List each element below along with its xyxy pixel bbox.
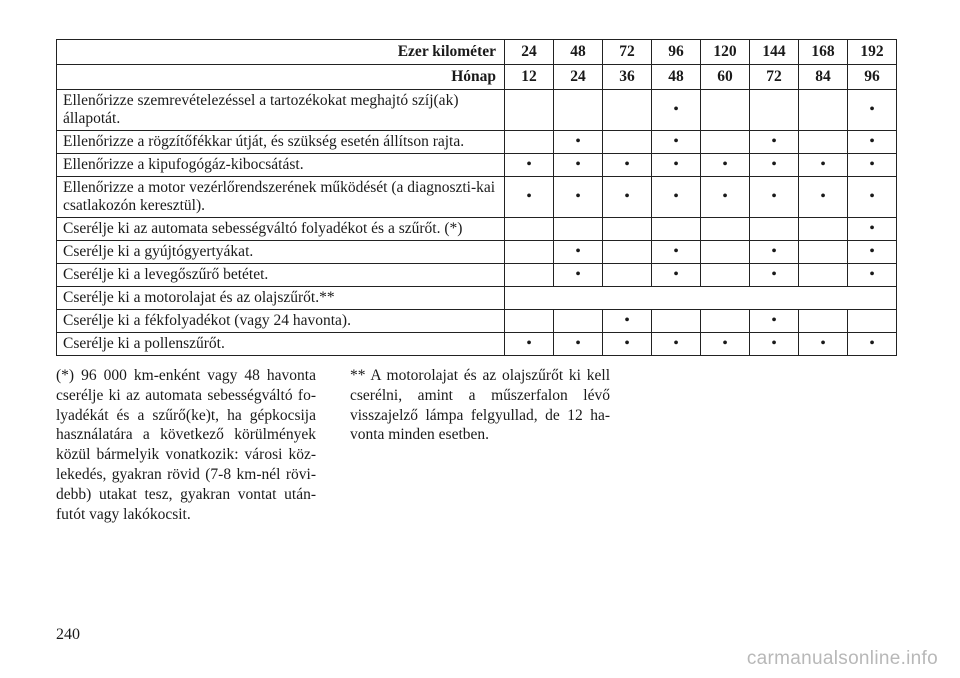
service-bullet: •	[603, 310, 652, 333]
service-bullet: •	[701, 177, 750, 218]
km-col-header: 144	[750, 40, 799, 65]
table-row	[57, 310, 897, 333]
km-col-header: 72	[603, 40, 652, 65]
service-bullet: •	[554, 131, 603, 154]
empty-interval-cell	[750, 218, 799, 241]
merged-interval-cell	[505, 287, 897, 310]
watermark: carmanualsonline.info	[746, 648, 938, 669]
service-description: Ellenőrizze a motor vezérlőrendszerének működését (a diagnoszti-kai csatlakozón keresztül).	[57, 177, 505, 218]
service-bullet: •	[554, 241, 603, 264]
empty-interval-cell	[505, 241, 554, 264]
empty-interval-cell	[701, 131, 750, 154]
service-bullet: •	[652, 264, 701, 287]
month-col-header: 36	[603, 65, 652, 90]
empty-interval-cell	[799, 241, 848, 264]
empty-interval-cell	[652, 310, 701, 333]
service-bullet: •	[652, 333, 701, 356]
table-row	[57, 241, 897, 264]
month-header-row	[57, 65, 897, 90]
empty-interval-cell	[701, 90, 750, 131]
km-col-header: 96	[652, 40, 701, 65]
service-bullet: •	[799, 177, 848, 218]
service-bullet: •	[603, 177, 652, 218]
service-bullet: •	[554, 264, 603, 287]
km-col-header: 24	[505, 40, 554, 65]
service-bullet: •	[652, 154, 701, 177]
service-bullet: •	[848, 333, 897, 356]
service-bullet: •	[750, 333, 799, 356]
service-bullet: •	[848, 218, 897, 241]
empty-interval-cell	[603, 131, 652, 154]
empty-interval-cell	[652, 218, 701, 241]
service-description: Cserélje ki a levegőszűrő betétet.	[57, 264, 505, 287]
empty-interval-cell	[848, 310, 897, 333]
empty-interval-cell	[799, 90, 848, 131]
service-bullet: •	[750, 177, 799, 218]
empty-interval-cell	[505, 310, 554, 333]
empty-interval-cell	[554, 310, 603, 333]
month-col-header: 84	[799, 65, 848, 90]
month-col-header: 12	[505, 65, 554, 90]
empty-interval-cell	[799, 131, 848, 154]
km-col-header: 48	[554, 40, 603, 65]
empty-interval-cell	[799, 218, 848, 241]
month-header-label: Hónap	[57, 65, 505, 90]
service-bullet: •	[701, 333, 750, 356]
service-bullet: •	[652, 177, 701, 218]
page-number: 240	[56, 626, 80, 643]
service-bullet: •	[799, 333, 848, 356]
service-bullet: •	[750, 310, 799, 333]
km-col-header: 192	[848, 40, 897, 65]
service-bullet: •	[848, 131, 897, 154]
km-header-label: Ezer kilométer	[57, 40, 505, 65]
service-bullet: •	[505, 154, 554, 177]
service-bullet: •	[750, 264, 799, 287]
service-description: Cserélje ki az automata sebességváltó folyadékot és a szűrőt. (*)	[57, 218, 505, 241]
service-description: Cserélje ki a motorolajat és az olajszűrőt.**	[57, 287, 505, 310]
maintenance-schedule-table	[56, 39, 897, 356]
service-bullet: •	[603, 333, 652, 356]
service-bullet: •	[848, 154, 897, 177]
table-row	[57, 131, 897, 154]
empty-interval-cell	[701, 218, 750, 241]
table-row	[57, 333, 897, 356]
empty-interval-cell	[603, 90, 652, 131]
empty-interval-cell	[505, 264, 554, 287]
table-row	[57, 264, 897, 287]
service-bullet: •	[750, 154, 799, 177]
km-col-header: 120	[701, 40, 750, 65]
empty-interval-cell	[505, 90, 554, 131]
footnote-automatic-transmission: (*) 96 000 km-enként vagy 48 havonta cserélje ki az automata sebességváltó fo-lyadékát és a szűrő(ke)t, ha gépkocsija használatára a következő körülmények közül bármelyik vonatkozik: városi köz-lekedés, gyakran rövid (7-8 km-nél rövi-debb) utakat tesz, gyakran vontat után-futót vagy lakókocsit.	[56, 367, 316, 523]
empty-interval-cell	[799, 310, 848, 333]
table-row	[57, 90, 897, 131]
table-row	[57, 154, 897, 177]
service-description: Cserélje ki a gyújtógyertyákat.	[57, 241, 505, 264]
table-row	[57, 177, 897, 218]
service-bullet: •	[848, 177, 897, 218]
empty-interval-cell	[603, 241, 652, 264]
month-col-header: 48	[652, 65, 701, 90]
service-bullet: •	[701, 154, 750, 177]
service-bullet: •	[505, 333, 554, 356]
service-bullet: •	[652, 241, 701, 264]
empty-interval-cell	[799, 264, 848, 287]
km-header-row	[57, 40, 897, 65]
service-bullet: •	[848, 241, 897, 264]
table-row	[57, 287, 897, 310]
service-bullet: •	[799, 154, 848, 177]
month-col-header: 96	[848, 65, 897, 90]
empty-interval-cell	[750, 90, 799, 131]
service-bullet: •	[750, 131, 799, 154]
empty-interval-cell	[603, 264, 652, 287]
service-description: Cserélje ki a fékfolyadékot (vagy 24 havonta).	[57, 310, 505, 333]
empty-interval-cell	[505, 218, 554, 241]
month-col-header: 72	[750, 65, 799, 90]
service-bullet: •	[848, 90, 897, 131]
empty-interval-cell	[701, 264, 750, 287]
empty-interval-cell	[554, 90, 603, 131]
empty-interval-cell	[701, 241, 750, 264]
service-bullet: •	[554, 177, 603, 218]
empty-interval-cell	[603, 218, 652, 241]
service-description: Ellenőrizze szemrevételezéssel a tartozékokat meghajtó szíj(ak) állapotát.	[57, 90, 505, 131]
service-bullet: •	[652, 131, 701, 154]
service-bullet: •	[652, 90, 701, 131]
service-bullet: •	[750, 241, 799, 264]
km-col-header: 168	[799, 40, 848, 65]
service-bullet: •	[505, 177, 554, 218]
empty-interval-cell	[505, 131, 554, 154]
footnote-engine-oil: ** A motorolajat és az olajszűrőt ki kell cserélni, amint a műszerfalon lévő visszajelző lámpa felgyullad, de 12 ha-vonta minden esetben.	[350, 367, 610, 444]
service-description: Ellenőrizze a kipufogógáz-kibocsátást.	[57, 154, 505, 177]
service-bullet: •	[603, 154, 652, 177]
month-col-header: 24	[554, 65, 603, 90]
service-bullet: •	[848, 264, 897, 287]
maintenance-rows	[57, 90, 897, 356]
empty-interval-cell	[554, 218, 603, 241]
table-row	[57, 218, 897, 241]
service-description: Ellenőrizze a rögzítőfékkar útját, és szükség esetén állítson rajta.	[57, 131, 505, 154]
month-col-header: 60	[701, 65, 750, 90]
service-bullet: •	[554, 333, 603, 356]
service-bullet: •	[554, 154, 603, 177]
empty-interval-cell	[701, 310, 750, 333]
service-description: Cserélje ki a pollenszűrőt.	[57, 333, 505, 356]
